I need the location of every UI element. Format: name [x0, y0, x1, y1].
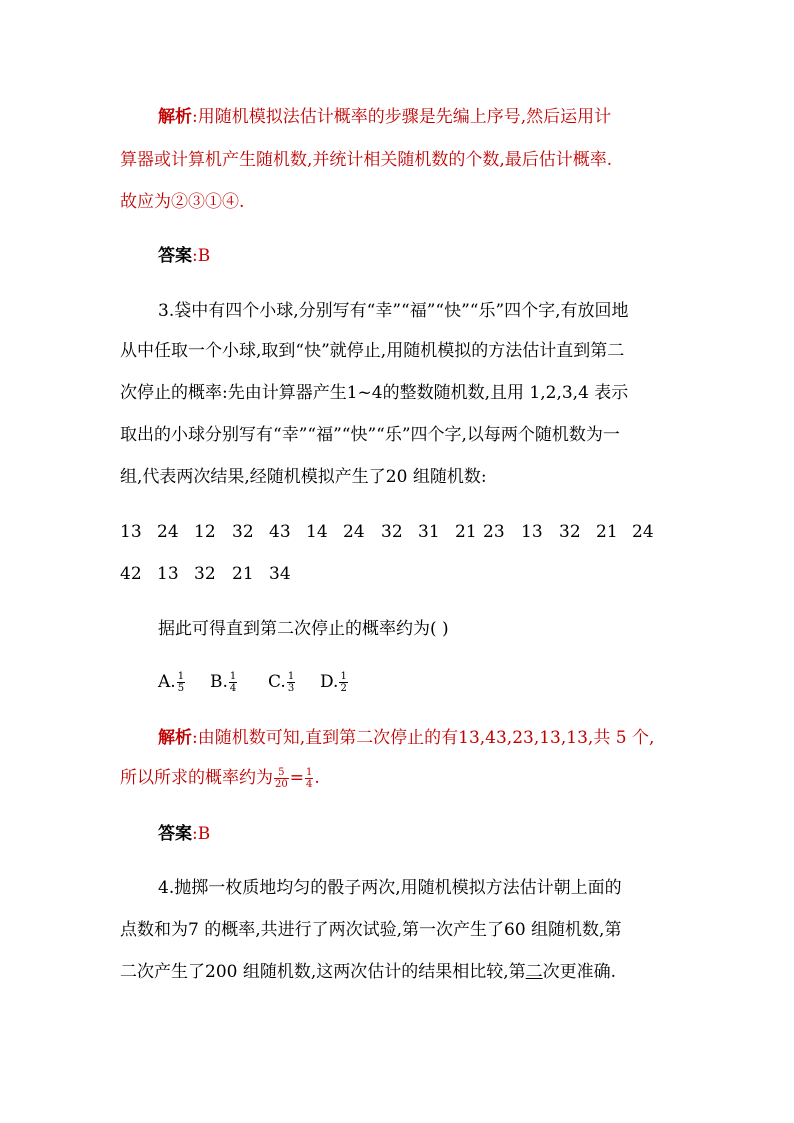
- q4-line-2: 点数和为7 的概率,共进行了两次试验,第一次产生了60 组随机数,第: [120, 920, 622, 940]
- analysis-text: 用随机模拟法估计概率的步骤是先编上序号,然后运用计: [197, 107, 612, 127]
- q3-line-1: 3.袋中有四个小球,分别写有“幸”“福”“快”“乐”四个字,有放回地: [158, 301, 629, 321]
- fraction: $\frac{1}{5}$: [177, 671, 185, 694]
- option-a: A. $\frac{1}{5}$: [158, 671, 185, 694]
- analysis-label: 解析: [158, 728, 192, 748]
- fraction: $\frac{1}{4}$: [229, 671, 237, 694]
- answer-2: 答案:B: [158, 824, 211, 844]
- q3-line-3: 次停止的概率:先由计算器产生1~4的整数随机数,且用 1,2,3,4 表示: [120, 383, 629, 403]
- random-number: 31: [418, 522, 440, 542]
- fraction: $\frac{1}{2}$: [340, 671, 347, 694]
- random-number: 24: [343, 522, 365, 542]
- analysis-2-line-1: 解析:由随机数可知,直到第二次停止的有13,43,23,13,13,共 5 个,: [158, 728, 655, 748]
- random-number: 21: [596, 522, 618, 542]
- answer-1: 答案:B: [158, 246, 211, 266]
- analysis-1-line-1: 解析:用随机模拟法估计概率的步骤是先编上序号,然后运用计: [158, 107, 612, 127]
- answer-value: B: [197, 246, 211, 266]
- random-number: 32: [232, 522, 254, 542]
- fraction: $\frac{1}{3}$: [287, 671, 295, 694]
- random-number: 34: [269, 564, 291, 584]
- random-number: 14: [306, 522, 328, 542]
- answer-label: 答案: [158, 824, 192, 844]
- analysis-1-line-3: 故应为②③①④.: [120, 192, 245, 212]
- option-b: B. $\frac{1}{4}$: [210, 671, 237, 694]
- q3-line-5: 组,代表两次结果,经随机模拟产生了20 组随机数:: [120, 467, 487, 487]
- analysis-2-line-2: 所以所求的概率约为 $\frac{5}{20}$ = $\frac{1}{4}$ .: [120, 767, 320, 790]
- random-number: 42: [120, 564, 142, 584]
- random-number: 21: [232, 564, 254, 584]
- random-number: 13: [157, 564, 179, 584]
- random-number: 24: [157, 522, 179, 542]
- answer-value: B: [197, 824, 211, 844]
- fraction: $\frac{1}{4}$: [305, 767, 313, 790]
- answer-label: 答案: [158, 246, 192, 266]
- random-number: 21: [455, 522, 477, 542]
- q3-prompt: 据此可得直到第二次停止的概率约为( ): [158, 619, 449, 639]
- random-number: 32: [381, 522, 403, 542]
- option-d: D. $\frac{1}{2}$: [320, 671, 347, 694]
- random-number: 23: [483, 522, 505, 542]
- random-number: 43: [269, 522, 291, 542]
- option-c: C. $\frac{1}{3}$: [268, 671, 295, 694]
- random-number: 24: [632, 522, 654, 542]
- answer-blank: 二: [525, 962, 543, 982]
- random-number: 32: [559, 522, 581, 542]
- q3-line-4: 取出的小球分别写有“幸”“福”“快”“乐”四个字,以每两个随机数为一: [120, 425, 620, 445]
- random-number: 12: [194, 522, 216, 542]
- analysis-text: 由随机数可知,直到第二次停止的有13,43,23,13,13,共 5 个,: [197, 728, 655, 748]
- random-number: 32: [194, 564, 216, 584]
- random-number: 13: [120, 522, 142, 542]
- random-number: 13: [521, 522, 543, 542]
- analysis-1-line-2: 算器或计算机产生随机数,并统计相关随机数的个数,最后估计概率.: [120, 150, 613, 170]
- analysis-label: 解析: [158, 107, 192, 127]
- q4-line-1: 4.抛掷一枚质地均匀的骰子两次,用随机模拟方法估计朝上面的: [158, 878, 622, 898]
- q3-line-2: 从中任取一个小球,取到“快”就停止,用随机模拟的方法估计直到第二: [120, 341, 625, 361]
- q4-line-3: 二次产生了200 组随机数,这两次估计的结果相比较,第二次更准确.: [120, 962, 617, 982]
- fraction: $\frac{5}{20}$: [275, 767, 288, 790]
